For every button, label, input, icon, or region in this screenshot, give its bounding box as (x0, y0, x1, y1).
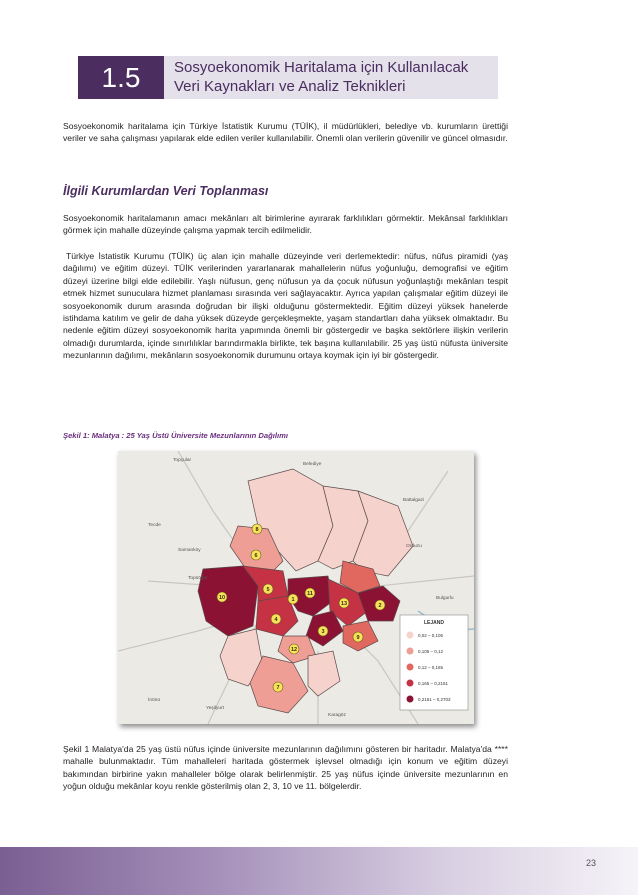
legend-label: 0,02 – 0,105 (418, 633, 444, 638)
region-marker-1 (288, 594, 298, 604)
section-title-line-1: Sosyoekonomik Haritalama için Kullanılacak (174, 59, 469, 76)
place-label: Orduzu (406, 544, 422, 549)
map-figure (118, 451, 474, 724)
legend-label: 0,12 – 0,165 (418, 665, 444, 670)
place-label: İnönü (148, 698, 161, 703)
svg-text:10: 10 (218, 595, 226, 601)
footer-band (0, 847, 638, 895)
figure-caption: Şekil 1: Malatya : 25 Yaş Üstü Üniversite Mezunlarının Dağılımı (63, 431, 288, 440)
legend-label: 0,105 – 0,12 (418, 649, 444, 654)
place-label: Tecde (148, 523, 161, 528)
legend-swatch (407, 680, 414, 687)
region-marker-10 (217, 592, 227, 602)
section-header (78, 56, 498, 99)
region-marker-13 (339, 598, 349, 608)
place-label: Belediye (303, 462, 322, 467)
legend-label: 0,2151 – 0,2703 (418, 697, 451, 702)
place-label: Topçular (173, 458, 192, 463)
region-marker-3 (318, 626, 328, 636)
region-marker-8 (252, 524, 262, 534)
place-label: Yeşilyurt (206, 706, 224, 711)
svg-text:6: 6 (254, 553, 258, 559)
place-label: Samanköy (178, 548, 201, 553)
page-number: 23 (585, 858, 596, 868)
legend-swatch (407, 664, 414, 671)
region-marker-11 (305, 588, 315, 598)
svg-text:4: 4 (274, 617, 278, 623)
section-title (174, 58, 498, 96)
svg-text:1: 1 (291, 597, 295, 603)
place-label: Karagöz (328, 713, 346, 718)
legend-title: LEJAND (423, 620, 445, 626)
place-label: Bulgurlu (436, 596, 454, 601)
svg-text:13: 13 (340, 601, 348, 607)
svg-text:11: 11 (307, 591, 313, 597)
place-label: Topsöğüt (188, 576, 208, 581)
section-title-line-2: Veri Kaynakları ve Analiz Teknikleri (174, 78, 406, 95)
region-marker-6 (251, 550, 261, 560)
map-svg (118, 451, 474, 724)
subheading: İlgili Kurumlardan Veri Toplanması (63, 184, 269, 198)
svg-text:5: 5 (266, 587, 270, 593)
map-legend (400, 615, 468, 710)
region-marker-2 (375, 600, 385, 610)
svg-text:9: 9 (356, 635, 360, 641)
svg-text:8: 8 (255, 527, 259, 533)
region-marker-9 (353, 632, 363, 642)
region-marker-7 (273, 682, 283, 692)
place-label: Battalgazi (403, 498, 425, 503)
legend-swatch (407, 648, 414, 655)
region-marker-4 (271, 614, 281, 624)
region-marker-5 (263, 584, 273, 594)
legend-item (407, 632, 444, 639)
section-number: 1.5 (78, 56, 164, 99)
region-marker-12 (289, 644, 299, 654)
svg-text:12: 12 (290, 647, 298, 653)
legend-swatch (407, 696, 414, 703)
legend-item (407, 664, 444, 671)
paragraph-2: Türkiye İstatistik Kurumu (TÜİK) üç alan için mahalle düzeyinde veri derlemektedir: nüfus, nüfus piramidi (yaş dağılımı) ve eğitim düzeyi. TÜİK verilerinden yararlanarak mahallelerin nüfus yoğunluğu, demografisi ve eğitim düzeyi üzerine bilgi elde edilebilir. Yaşlı nüfusun, genç nüfusun ya da çocuk nüfusun yoğunlaştığı mekânları tespit etmek hizmet sunuculara hizmet planlaması sırasında veri sağlayacaktır. Ayrıca yapılan çalışmalar eğitim düzeyi ile sosyoekonomik durum arasında doğrudan bir ilişki olduğunu göstermektedir. Eğitim düzeyi yüksek hanelerde istihdama katılım ve gelir de daha yüksek düzeyde gerçekleşmekte, yaşam standartları daha yüksek olmaktadır. Bu nedenle eğitim düzeyi sosyoekonomik harita yapımında önemli bir göstergedir ve başka sektörlere ilişkin verilerin olmadığı durumlarda, içinde sınırlılıklar barındırmakla birlikte, tek başına kullanılabilir. 25 yaş üstü nüfusta üniversite mezunlarının dağılımı, mekânların sosyoekonomik durumunu ortaya koymak için iyi bir göstergedir. (63, 251, 508, 361)
svg-text:7: 7 (276, 685, 280, 691)
paragraph-1: Sosyoekonomik haritalamanın amacı mekânları alt birimlerine ayırarak farklılıkları görmektir. Mekânsal farklılıkları görmek için mahalle düzeyinde çalışma yapmak tercih edilmelidir. (63, 213, 508, 236)
svg-text:2: 2 (378, 603, 382, 609)
paragraph-3: Şekil 1 Malatya'da 25 yaş üstü nüfus içinde üniversite mezunlarının dağılımını gösteren bir haritadır. Malatya'da **** mahalle bulunmaktadır. Tüm mahalleleri haritada göstermek işlevsel olmadığı için konum ve eğitim düzeyi bakımından birbirine yakın mahalleler bölge olarak belirlenmiştir. 25 yaş nüfus içinde üniversite mezunlarının en yoğun olduğu mekânlar koyu renkle gösterilmiş olan 2, 3, 10 ve 11. bölgelerdir. (63, 744, 508, 792)
legend-swatch (407, 632, 414, 639)
svg-text:3: 3 (321, 629, 325, 635)
legend-item (407, 648, 444, 655)
region-south (308, 651, 340, 696)
legend-label: 0,165 – 0,2151 (418, 681, 449, 686)
intro-paragraph: Sosyoekonomik haritalama için Türkiye İstatistik Kurumu (TÜİK), il müdürlükleri, belediye vb. kurumların ürettiği veriler ve saha çalışması yapılarak elde edilen veriler kullanılabilir. Önemli olan verilerin güvenilir ve güncel olmasıdır. (63, 121, 508, 144)
